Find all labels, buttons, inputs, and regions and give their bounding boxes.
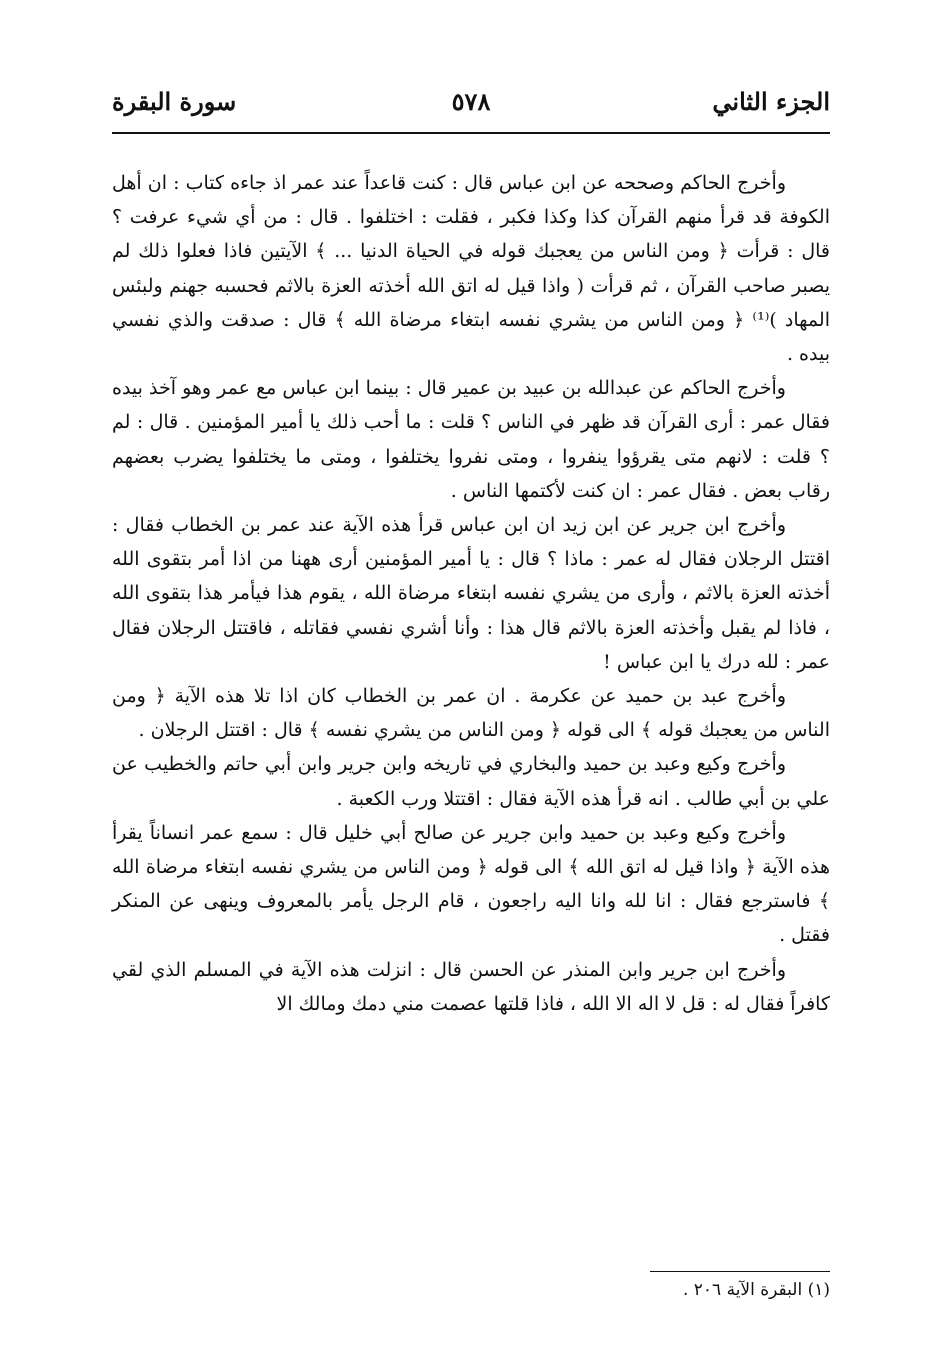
surah-title: سورة البقرة [112,87,237,116]
paragraph-7: وأخرج ابن جرير وابن المنذر عن الحسن قال : انزلت هذه الآية في المسلم الذي لقي كافراً فقال له : قل لا اله الا الله ، فاذا قلتها عصمت مني دمك ومالك الا [112,958,830,1015]
part-title: الجزء الثاني [712,87,830,116]
paragraph-2: وأخرج الحاكم عن عبدالله بن عبيد بن عمير قال : بينما ابن عباس مع عمر وهو آخذ بيده فقال عمر : أرى القرآن قد ظهر في الناس ؟ قلت : ما أحب ذلك يا أمير المؤمنين . قال : لم ؟ قلت : لانهم متى يقرؤوا ينفروا ، ومتى نفروا يختلفوا ، ومتى ما يختلفوا يضرب بعضهم رقاب بعض . فقال عمر : ان كنت لأكتمها الناس . [112,377,830,502]
paragraph-5: وأخرج وكيع وعبد بن حميد والبخاري في تاريخه وابن جرير وابن أبي حاتم والخطيب عن علي بن أبي طالب . انه قرأ هذه الآية فقال : اقتتلا ورب الكعبة . [112,753,830,810]
footnote: (١) البقرة الآية ٢٠٦ . [682,1280,830,1300]
page-number: ٥٧٨ [451,87,491,116]
header-rule [112,132,830,134]
paragraph-1: وأخرج الحاكم وصححه عن ابن عباس قال : كنت قاعداً عند عمر اذ جاءه كتاب : ان أهل الكوفة قد قرأ منهم القرآن كذا وكذا فكبر ، فقلت : اختلفوا . قال : من أي شيء عرفت ؟ قال : قرأت ﴿ ومن الناس من يعجبك قوله في الحياة الدنيا ... ﴾ الآيتين فاذا فعلوا ذلك لم يصبر صاحب القرآن ، ثم قرأت ( واذا قيل له اتق الله أخذته العزة بالاثم فحسبه جهنم ولبئس المهاد )⁽¹⁾ ﴿ ومن الناس من يشري نفسه ابتغاء مرضاة الله ﴾ قال : صدقت والذي نفسي بيده . [112,172,830,366]
body-text [112,166,830,1021]
paragraph-4: وأخرج عبد بن حميد عن عكرمة . ان عمر بن الخطاب كان اذا تلا هذه الآية ﴿ ومن الناس من يعجبك قوله ﴾ الى قوله ﴿ ومن الناس من يشري نفسه ﴾ قال : اقتتل الرجلان . [112,685,830,742]
paragraph-3: وأخرج ابن جرير عن ابن زيد ان ابن عباس قرأ هذه الآية عند عمر بن الخطاب فقال : اقتتل الرجلان فقال له عمر : ماذا ؟ قال : يا أمير المؤمنين أرى ههنا من اذا أمر بتقوى الله أخذته العزة بالاثم ، وأرى من يشري نفسه ابتغاء مرضاة الله ، يقوم هذا فيأمر هذا بتقوى الله ، فاذا لم يقبل وأخذته العزة بالاثم قال هذا : وأنا أشري نفسي فقاتله ، فاقتتل الرجلان فقال عمر : لله درك يا ابن عباس ! [112,514,830,673]
page-header [112,84,830,124]
footnote-rule [650,1271,830,1272]
paragraph-6: وأخرج وكيع وعبد بن حميد وابن جرير عن صالح أبي خليل قال : سمع عمر انساناً يقرأ هذه الآية ﴿ واذا قيل له اتق الله ﴾ الى قوله ﴿ ومن الناس من يشري نفسه ابتغاء مرضاة الله ﴾ فاسترجع فقال : انا لله وانا اليه راجعون ، قام الرجل يأمر بالمعروف وينهى عن المنكر فقتل . [112,821,830,947]
